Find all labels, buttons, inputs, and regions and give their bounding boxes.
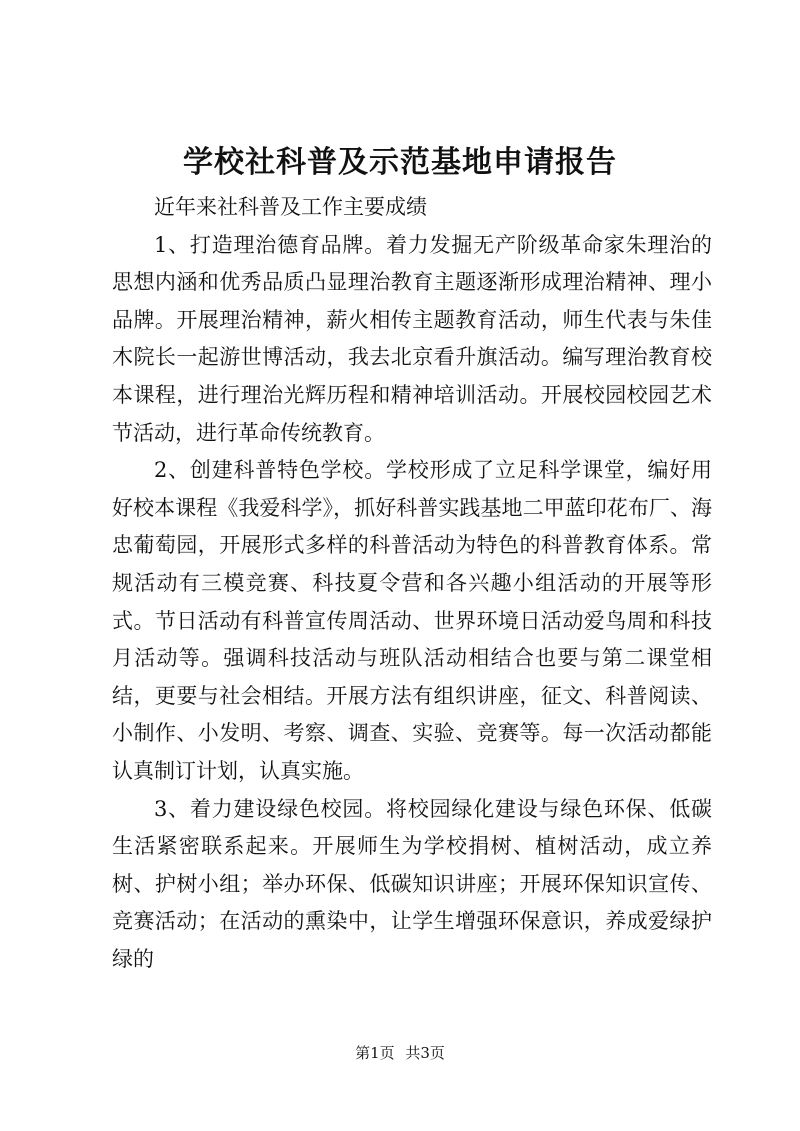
paragraph-1: 1、打造理治德育品牌。着力发掘无产阶级革命家朱理治的思想内涵和优秀品质凸显理治教育主题逐渐形成理治精神、理小品牌。开展理治精神，薪火相传主题教育活动，师生代表与朱佳木院长一起游世博活动，我去北京看升旗活动。编写理治教育校本课程，进行理治光辉历程和精神培训活动。开展校园校园艺术节活动，进行革命传统教育。: [112, 232, 712, 445]
page-footer: [0, 1043, 800, 1063]
document-body: [112, 189, 712, 978]
paragraph-3: 3、着力建设绿色校园。将校园绿化建设与绿色环保、低碳生活紧密联系起来。开展师生为学校捐树、植树活动，成立养树、护树小组；举办环保、低碳知识讲座；开展环保知识宣传、竞赛活动；在活动的熏染中，让学生增强环保意识，养成爱绿护绿的: [112, 796, 712, 971]
paragraph-2: 2、创建科普特色学校。学校形成了立足科学课堂，编好用好校本课程《我爱科学》，抓好科普实践基地二甲蓝印花布厂、海忠葡萄园，开展形式多样的科普活动为特色的科普教育体系。常规活动有三模竞赛、科技夏令营和各兴趣小组活动的开展等形式。节日活动有科普宣传周活动、世界环境日活动爱鸟周和科技月活动等。强调科技活动与班队活动相结合也要与第二课堂相结，更要与社会相结。开展方法有组织讲座，征文、科普阅读、小制作、小发明、考察、调查、实验、竞赛等。每一次活动都能认真制订计划，认真实施。: [112, 458, 712, 783]
page-total: 共3页: [405, 1044, 445, 1062]
page-number: 第1页: [355, 1044, 395, 1062]
page-title: 学校社科普及示范基地申请报告: [183, 145, 617, 180]
section-heading: 近年来社科普及工作主要成绩: [154, 195, 427, 219]
